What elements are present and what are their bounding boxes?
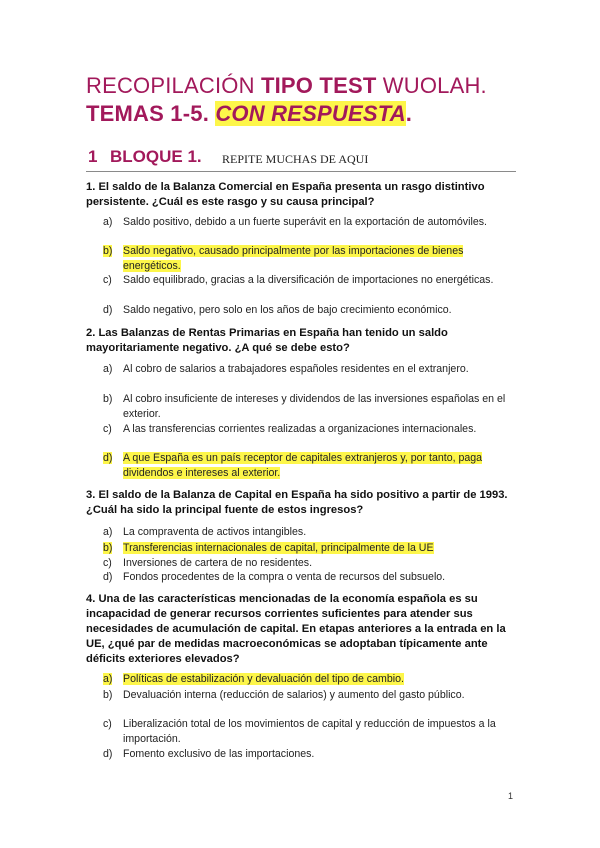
- question-3: 3. El saldo de la Balanza de Capital en España ha sido positivo a partir de 1993. ¿Cuál ha sido la principal fuente de estos ingresos?: [86, 489, 508, 516]
- section-number: 1: [88, 147, 98, 166]
- section-note: REPITE MUCHAS DE AQUI: [222, 152, 369, 166]
- section-title: BLOQUE 1.: [110, 147, 202, 166]
- question-2: 2. Las Balanzas de Rentas Primarias en España han tenido un saldo mayoritariamente negativo. ¿A qué se debe esto?: [86, 327, 448, 354]
- question-1-option-d: d) Saldo negativo, pero solo en los años de bajo crecimiento económico.: [103, 304, 452, 316]
- question-1-option-a: a) Saldo positivo, debido a un fuerte superávit en la exportación de automóviles.: [103, 216, 487, 228]
- question-4-option-d: d) Fomento exclusivo de las importaciones.: [103, 748, 315, 760]
- question-3-option-d: d) Fondos procedentes de la compra o venta de recursos del subsuelo.: [103, 571, 446, 583]
- question-3-option-c: c) Inversiones de cartera de no residentes.: [103, 557, 313, 569]
- question-1-option-b-correct: b) Saldo negativo, causado principalmente por las importaciones de bienes energéticos.: [103, 245, 464, 272]
- document-title: [86, 72, 526, 128]
- question-4-option-b: b) Devaluación interna (reducción de salarios) y aumento del gasto público.: [103, 689, 465, 701]
- question-4: 4. Una de las características mencionadas de la economía española es su incapacidad de generar recursos corrientes suficientes para atender sus necesidades de acumulación de capital. En etapas anteriores a la entrada en la UE, ¿qué par de medidas macroeconómicas se adoptaban típicamente ante déficits exteriores elevados?: [86, 593, 506, 665]
- question-3-option-a: a) La compraventa de activos intangibles.: [103, 526, 307, 538]
- section-heading: [86, 145, 516, 172]
- title-line-1: RECOPILACIÓN TIPO TEST WUOLAH.: [86, 73, 487, 98]
- question-1: 1. El saldo de la Balanza Comercial en España presenta un rasgo distintivo persistente. ¿Cuál es este rasgo y su causa principal?: [86, 181, 485, 208]
- question-2-option-d-correct: d) A que España es un país receptor de capitales extranjeros y, por tanto, paga dividendos e intereses al exterior.: [103, 452, 483, 479]
- title-line-2: TEMAS 1-5. CON RESPUESTA.: [86, 101, 413, 126]
- question-2-option-b: b) Al cobro insuficiente de intereses y dividendos de las inversiones españolas en el exterior.: [103, 393, 506, 420]
- answer-highlight-label: CON RESPUESTA: [215, 101, 406, 126]
- question-4-option-a-correct: a) Políticas de estabilización y devaluación del tipo de cambio.: [103, 673, 404, 685]
- question-2-option-c: c) A las transferencias corrientes realizadas a organizaciones internacionales.: [103, 423, 477, 435]
- question-3-option-b-correct: b) Transferencias internacionales de capital, principalmente de la UE: [103, 542, 434, 554]
- question-2-option-a: a) Al cobro de salarios a trabajadores españoles residentes en el extranjero.: [103, 363, 469, 375]
- question-1-option-c: c) Saldo equilibrado, gracias a la diversificación de importaciones no energéticas.: [103, 274, 494, 286]
- question-4-option-c: c) Liberalización total de los movimientos de capital y reducción de impuestos a la importación.: [103, 718, 496, 745]
- page-number: 1: [508, 791, 514, 801]
